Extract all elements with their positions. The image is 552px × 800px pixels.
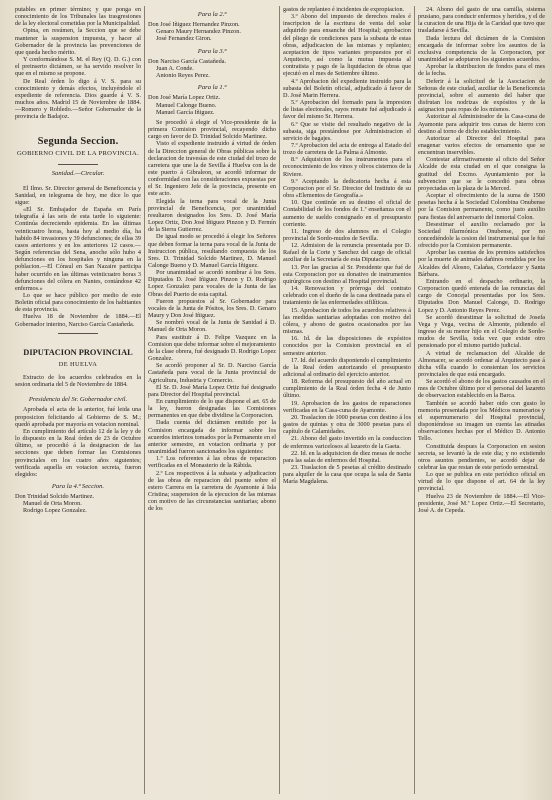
seccion-heading: Para la 3.ª (197, 47, 227, 55)
paragraph: 5.º Aprobacion del formado para la impresion de listas electorales, rayos remate fué adjudicado á favor del mismo Sr. Herrera. (283, 99, 411, 121)
paragraph: A virtud de reclamacion del Alcalde de Almonacer, se acordó ordenar al Arquitecto pase á dicha villa cuando lo consientan los servicios provinciales de que está encargado. (418, 349, 545, 378)
paragraph: 14. Renovacion y prórroga del contrato celebrado con el dueño de la casa destinada para el tratamiento de las enfermedades sifilíticas. (283, 285, 411, 307)
paragraph: Aprobar la distribucion de fondos para el mes de la fecha. (418, 63, 545, 78)
paragraph: 4.º Aprobacion del expediente instruido para la subasta del Boletín oficial, adjudicado á favor de D. José Marin Herrera. (283, 77, 411, 99)
paragraph: Para sustituir á D. Felipe Vazquez en la Comision que debe informar sobre el mejoramiento de la clase obrera, fué designado D. Rodrigo Lopez Gonzalez. (148, 333, 276, 363)
paragraph: De Real órden lo digo á V. S. para su conocimiento y demás efectos, incluyéndole el expediente de referencia. Dios guarde á V. S. muchos años. Madrid 15 de Noviembre de 1884.—Romero y Robledo.—Señor Gobernador de la provincia de Badajoz. (15, 77, 141, 121)
member-name: Don José Iñiguez Hernandez Pinzon. (148, 21, 240, 29)
paragraph: 15. Aprobacion de todos los acuerdos relativos á las medidas sanitarias adoptadas con motivo del cólera, y abono de gastos ocasionados por las mismas. (283, 306, 411, 336)
paragraph: 2.º Los respectivos á la subasta y adjudicacion de las obras de reparacion del puente sobre el estero Carrera en la carretera de Ayamonte á Isla Cristina; suspension de la ejecucion de las mismas con motivo de las circunstancias sanitarias; abono de los (148, 469, 276, 513)
paragraph: 6.º Que se visite del resultado negativo de la subasta, siga prestándose por Administracion el servicio de bagajes. (283, 120, 411, 142)
paragraph: «El Sr. Embajador de España en París telegrafía á las seis de esta tarde lo siguiente: Continúa decreciendo epidemia. En las últimas veinticuatro horas, hasta hoy al medio día, ha habido 84 invasiones y 39 defunciones; de ellas 39 casos anteriores y en los anteriores 12 casos.—Según referencias del Sena, anoche sólo hubo 4 defunciones en los hospitales y ninguna en la poblacion.—El Cónsul en San Nazaire participa haber ocurrido en las últimas veinticuatro horas 3 defunciones del cólera en Nantes, contándose 42 enfermos.» (15, 206, 141, 292)
column-2 (148, 6, 276, 796)
presidencia-heading: Presidencia del Sr. Gobernador civil. (28, 396, 128, 404)
paragraph: Desestimar el auxilio reclamado por la Sociedad filarmónica Onubense, por no concediéndole la cesion del instrumental que le fué ofrecido por la Comision permanente. (418, 220, 545, 250)
divider (58, 164, 98, 165)
paragraph: 1.º Los referentes á las obras de reparacion verificadas en el Monasterio de la Rábida. (148, 455, 276, 470)
member-name: Manuel García Iñiguez. (156, 108, 215, 116)
paragraph: También se acordó haber oido con gusto lo memoria presentada por los Médicos numerarios y el supernumerario del Hospital provincial, disponiéndose su imagen un cuenta las atinadas observaciones hechas por el Médico D. Antonio Tello. (418, 399, 545, 443)
paragraph: Autorizar al Director del Hospital para enagenar varios efectos de ornamento que se encuentran inservibles. (418, 134, 545, 157)
government-title: GOBIERNO CIVIL DE LA PROVINCIA. (16, 149, 140, 157)
member-name: Rodrigo Lopez Gonzalez. (23, 507, 87, 515)
seccion-heading: Para la 4.ª Seccion. (51, 482, 105, 490)
section-title: Segunda Seccion. (37, 135, 119, 147)
paragraph: 17. Id. del acuerdo disponiendo el cumplimiento de la Real órden autorizando el presupuesto adicional al ordinario del ejercicio anterior. (283, 356, 411, 378)
paragraph: Opina, en resúmen, la Seccion que se debe mantener la suspension impuesta, y hacer al Gobernador de la provincia las prevenciones de que queda hecho mérito. (15, 27, 141, 56)
paragraph: Se acordó el abono de los gastos causados en el mes de Octubre último por el personal del lazareto de observacion establecido en la Barca. (418, 378, 545, 400)
paragraph: 9.º Aceptando la dedicatoria hecha á esta Corporacion por el Sr. Director del Instituto de su obra «Elementos de Geografía.» (283, 177, 411, 200)
paragraph: En cumplimiento de lo que dispone el art. 65 de la ley, fueron designadas las Comisiones permanentes en que debe dividirse la Corporacion. (148, 397, 276, 420)
paragraph: Elegida la terna para vocal de la Junta provincial de Beneficencia, por unanimidad resultaron designados los Sres. D. José María Lopez Ortiz, Don José Iñiguez Pinzon y D. Fermín de la Sierra Gutierrez. (148, 197, 276, 234)
paragraph: Dada lectura del dictámen de la Comision encargada de informar sobre los asuntos de la exclusiva competencia de la Corporacion, por unanimidad se adoptaron los siguientes acuerdos. (418, 34, 545, 64)
paragraph: Se nombró vocal de la Junta de Sanidad á D. Manuel de Orta Moron. (148, 319, 276, 334)
paragraph: Se acordó proponer al Sr. D. Narciso García Castañeda para vocal de la Junta provincial de Agricultura, Industria y Comercio. (148, 362, 276, 384)
paragraph: El Ilmo. Sr. Director general de Beneficencia y Sanidad, en telegrama de hoy, me dice lo que sigue: (15, 184, 141, 206)
paragraph: Contestar afirmativamente al oficio del Señor Alcalde de esta ciudad en el que consigna la gratitud del Excmo. Ayuntamiento por la subvencion que se le concedió para obras proyectadas en la plaza de la Merced. (418, 156, 545, 192)
column-rule (279, 6, 280, 794)
signature-paragraph: Huelva 18 de Noviembre de 1884.—El Gobernador interino, Narciso García Castañeda. (15, 313, 141, 328)
paragraph: Lo que se hace público por medio de este Boletin oficial para conocimiento de los habitantes de esta provincia. (15, 292, 141, 314)
paragraph: 19. Aprobacion de los gastos de reparaciones verificadas en la Casa-cuna de Ayamonte. (283, 399, 411, 414)
paragraph: Dada cuenta del dictámen emitido por la Comision encargada de informar sobre los acuerdos interinos tomados por la Permanente en el anterior semestre, en votacion ordinaria y por unanimidad fueron sancionados los siguientes: (148, 419, 276, 456)
divider (58, 333, 98, 334)
paragraph: El Sr. D. José María Lopez Ortiz fué designado para Director del Hospital provincial. (148, 383, 276, 398)
paragraph: 7.º Aprobacion del acta de entrega al Estado del trozo de carretera de La Palma á Almonte. (283, 141, 411, 157)
paragraph: 20. Traslacion de 1000 pesetas con destino á los gastos de quintas y otra de 3000 pesetas para el capítulo de Calamidades. (283, 413, 411, 436)
paragraph: Y conformándose S. M. el Rey (Q. D. G.) con el preinserto dictámen, se ha servido resolver lo que en el mismo se propone. (15, 56, 141, 78)
paragraph: 16. Id. de las disposiciones de expósitos conocidos por la Comision provincial en el semestre anterior. (283, 335, 411, 357)
paragraph: Autorizar al Administrador de la Casa-cuna de Ayamonte para adquirir tres cunas de hierro con destino al torno de dicho establecimiento. (418, 113, 545, 135)
paragraph: De igual modo se procedió á elegir los Señores que deben formar la terna para vocal de la Junta de Instruccion pública, resultando compuesta de los Sres. D. Trinidad Solcido Martinez, D. Manuel Calonge Bueno y D. Manuel García Iñiguez. (148, 233, 276, 269)
diputacion-title: DIPUTACION PROVINCIAL (23, 347, 133, 357)
signature-paragraph: Huelva 23 de Noviembre de 1884.—El Vice-presidente, José M.ª Lopez Ortiz.—El Secretario, José A. de Cepeda. (418, 492, 545, 514)
seccion-heading: Para la 2.ª (197, 11, 227, 18)
paragraph: putables en primer término; y que ponga en conocimiento de los Tribunales las trasgresiones de la ley electoral cometidas por la Municipalidad. (15, 6, 141, 28)
member-name: Don Trinidad Solcido Martinez. (15, 493, 95, 501)
paragraph: Aprobar las cuentas de los premios satisfechos por la muerte de animales dañinos rendidas por los Alcaldes del Alosno, Calañas, Cortelazor y Santa Bárbara. (418, 249, 545, 278)
paragraph: Extracto de los acuerdos celebrados en la sesion ordinaria del 5 de Noviembre de 1884. (15, 373, 141, 389)
paragraph: Por unanimidad se acordó nombrar á los Sres. Diputados D. José Iñiguez Pinzon y D. Rodrigo Lopez Gonzalez para vocales de la Junta de las Obras del Puerto de esta capital. (148, 269, 276, 298)
paragraph: 24. Abono del gasto de una camilla, sistema prusiano, para conducir enfermos y heridos, y el de la curacion de una Hija de la Caridad que tuvo que trasladarse á Sevilla. (418, 6, 545, 35)
member-name: Manuel de Orta Moron. (23, 500, 82, 508)
diputacion-place: DE HUELVA (58, 360, 98, 368)
paragraph: Se procedió á elegir el Vice-presidente de la primera Comision provincial, recayendo dicho cargo en favor de D. Trinidad Solcido Martinez. (148, 118, 276, 141)
paragraph: Fueron propuestos al Sr. Gobernador para vocales de la Junta de Pósitos, los Sres. D. Genaro Maury y Don José Iñiguez. (148, 297, 276, 320)
paragraph: Aceptar el ofrecimiento de la suma de 1500 pesetas hecha á la Sociedad Colombina Onubense por la Comision permanente, como justo auxilio para fiestas del aniversario del inmortal Colon. (418, 192, 545, 221)
member-name: Don José María Lopez Ortiz. (148, 94, 220, 102)
paragraph: 22. Id. en la adquisicion de diez mesas de noche para las salas de enfermos del Hospital. (283, 449, 411, 464)
paragraph: Entrando en el despacho ordinario, la Corporacion quedó enterada de las renuncias del cargo de Concejal presentadas por los Sres. Diputados Don Manuel Calonge, D. Rodrigo Lopez y D. Antonio Reyes Perez. (418, 277, 545, 314)
subsection-title: Sanidad.—Circular. (51, 169, 105, 177)
member-name: Don Narciso García Castañeda. (148, 57, 226, 65)
paragraph: Constituida despues la Corporacion en sesion secreta, se levantó la de este dia; y no existiendo otros asuntos pendientes, se acordó dejar de celebrar las que restan de este período semestral. (418, 442, 545, 471)
column-rule (144, 6, 145, 794)
member-name: Genaro Maury Hernandez Pinzon. (156, 28, 241, 36)
member-name: Juan A. Conde. (156, 64, 194, 72)
paragraph: Aprobada el acta de la anterior, fué leida una proposicion felicitando al Gobierno de S. M.; quedó aprobada por mayoría en votacion nominal. (15, 406, 141, 428)
paragraph: 10. Que continúe en su destino el oficial de Contabilidad de los fondos de 1.ª enseñanza con el aumento de sueldo consignado en el presupuesto corriente. (283, 199, 411, 228)
column-rule (414, 6, 415, 794)
paragraph: 18. Reforma del presupuesto del año actual en cumplimiento de la Real órden fecha 4 de Junio último. (283, 378, 411, 400)
paragraph: 11. Ingreso de dos alumnos en el Colegio provincial de Sordo-mudos de Sevilla. (283, 227, 411, 242)
paragraph: 12. Admision de la renuncia presentada por D. Rafael de la Corte y Sanchez del cargo de oficial auxiliar de la Secretaría de esta Diputacion. (283, 242, 411, 264)
paragraph: Deferir á la solicitud de la Asociacion de Señoras de este ciudad, auxiliar de la Beneficencia provincial, sobre el aumento del haber que disfrutan los nodrizas de expósitos y de la asignacion para ropas de los mismos. (418, 77, 545, 114)
column-4 (418, 6, 545, 796)
paragraph: Visto el expediente instruido á virtud de órden de la Direccion general de Obras públicas sobre la declaracion de travesías de este ciudad del trozo de carretera que une la de Sevilla á Huelva con la de este puerto á Gibraleon, se acordó informar de conformidad con las consideraciones expuestas por el Sr. Ingeniero Jefe de la provincia, presente en este acto. (148, 140, 276, 198)
seccion-heading: Para la 1.ª (197, 84, 227, 92)
paragraph: gastos de replanteo é incidentes de expropiacion. (283, 6, 405, 13)
member-name: José Fernandez Giron. (156, 35, 212, 43)
paragraph: 21. Abono del gasto invertido en la conduccion de enfermos varicelosos al lazareto de la Gaeta. (283, 435, 411, 450)
paragraph: 3.º Abono del impuesto de derechos reales é inscripcion de la escritura de venta del solar adquirido para ensanche del Hospital; aprobacion del pliego de condiciones para la subasta de estas obras, adjudicacion de las mismas y replanteo; aceptacion de tipos variantes propuestos por el Arquitecto, así como la mutua impuesta al contratista y pago de la liquidacion de obras que ejecutó en el mes de Setiembre último. (283, 13, 411, 78)
column-1 (15, 6, 141, 796)
paragraph: Lo que se publica en este periódico oficial en virtud de lo que dispone el art. 64 de la ley provincial. (418, 471, 545, 493)
paragraph: 8.º Adquisicion de los instrumentos para el reconocimiento de los vinos y olivos cisternos de la Riviere. (283, 156, 411, 178)
member-name: Antonio Reyes Perez. (156, 72, 210, 80)
member-name: Manuel Calonge Bueno. (156, 101, 217, 109)
paragraph: 13. Por las gracias al Sr. Presidente que fué de esta Corporacion por su donativo de instrumentos quirúrgicos con destino al Hospital provincial. (283, 263, 411, 285)
paragraph: En cumplimiento del artículo 12 de la ley y de lo dispuesto en la Real órden de 23 de Octubre último, se procedió á la designacion de las secciones que deben formar las Comisiones provinciales en los cuatro años siguientes; verificada aquella en votacion secreta, fueron elegidos: (15, 427, 141, 478)
paragraph: Se acordó desestimar la solicitud de Josefa Vega y Vega, vecina de Almonte, pidiendo el ingreso de su menor hijo en el Colegio de Sordo-mudos de Sevilla, toda vez que existe otro pensionado por el mismo partido judicial. (418, 313, 545, 350)
column-3 (283, 6, 411, 796)
paragraph: 23. Traslacion de 5 pesetas al crédito destinado para alquiler de la casa que ocupa la sala de Santa María Magdalena. (283, 464, 411, 486)
